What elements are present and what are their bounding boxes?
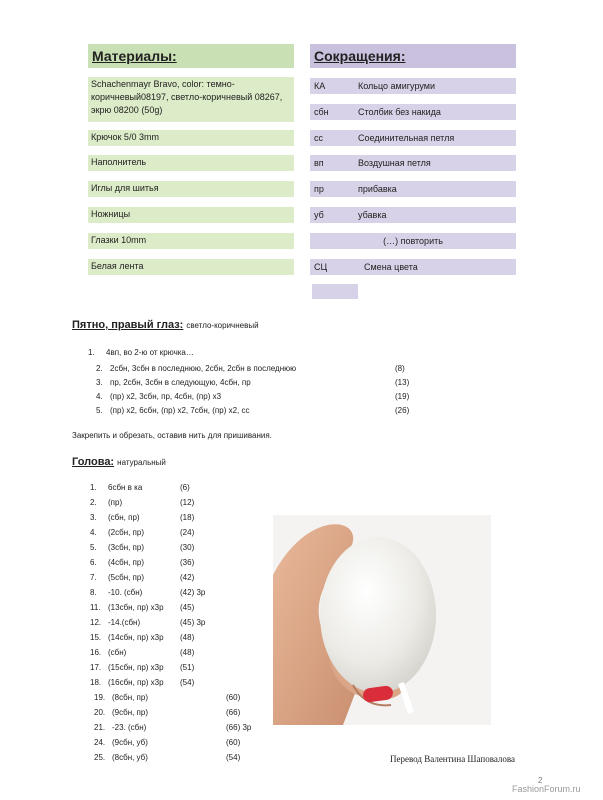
abbr-code: СЦ bbox=[314, 262, 328, 272]
head-row-count: (48) bbox=[180, 648, 195, 657]
abbr-code: вп bbox=[314, 158, 324, 168]
head-row-count: (30) bbox=[180, 543, 195, 552]
abbr-row bbox=[310, 155, 516, 171]
materials-item-hook: Крючок 5/0 3mm bbox=[88, 130, 294, 146]
abbr-code: сс bbox=[314, 133, 323, 143]
head-row-count: (6) bbox=[180, 483, 190, 492]
spot-color: светло-коричневый bbox=[186, 321, 259, 330]
head-row-text: -23. (сбн) bbox=[112, 723, 147, 732]
empty-swatch bbox=[312, 284, 358, 299]
head-row-count: (60) bbox=[226, 693, 241, 702]
head-row-text: (2сбн, пр) bbox=[108, 528, 145, 537]
head-row-text: (8сбн, уб) bbox=[112, 753, 148, 762]
head-row-text: (сбн) bbox=[108, 648, 127, 657]
head-row-num: 19. bbox=[94, 693, 106, 702]
head-row-text: (9сбн, пр) bbox=[112, 708, 149, 717]
head-row-text: (сбн, пр) bbox=[108, 513, 140, 522]
head-row-num: 8. bbox=[90, 588, 97, 597]
spot-row-count: (26) bbox=[395, 406, 410, 415]
head-row-num: 16. bbox=[90, 648, 102, 657]
abbr-row bbox=[310, 259, 516, 275]
head-row-count: (54) bbox=[180, 678, 195, 687]
head-row-count: (42) 3р bbox=[180, 588, 206, 597]
spot-row-text: 4вп, во 2-ю от крючка… bbox=[106, 348, 194, 357]
head-row-count: (45) 3р bbox=[180, 618, 206, 627]
spot-row-text: 2сбн, 3сбн в последнюю, 2сбн, 2сбн в последнюю bbox=[110, 364, 297, 373]
spot-note: Закрепить и обрезать, оставив нить для пришивания. bbox=[72, 431, 272, 440]
spot-row-count: (8) bbox=[395, 364, 405, 373]
head-row-text: (8сбн, пр) bbox=[112, 693, 149, 702]
head-row-text: (4сбн, пр) bbox=[108, 558, 145, 567]
translator-credit: Перевод Валентина Шаповалова bbox=[390, 754, 516, 764]
head-row-text: (3сбн, пр) bbox=[108, 543, 145, 552]
head-row-text: (5сбн, пр) bbox=[108, 573, 145, 582]
head-row-num: 1. bbox=[90, 483, 97, 492]
head-heading bbox=[72, 456, 166, 468]
head-row-count: (66) bbox=[226, 708, 241, 717]
abbr-row bbox=[310, 207, 516, 223]
abbr-code: КА bbox=[314, 81, 326, 91]
materials-item-stuffing: Наполнитель bbox=[88, 155, 294, 171]
head-row-num: 21. bbox=[94, 723, 106, 732]
abbr-desc: Столбик без накида bbox=[358, 107, 441, 117]
amigurumi-photo bbox=[273, 515, 491, 725]
spot-row-count: (13) bbox=[395, 378, 410, 387]
spot-row-num: 4. bbox=[96, 392, 103, 401]
materials-item-yarn: Schachenmayr Bravo, color: темно-коричневый08197, светло-коричневый 08267, экрю 08200 (50g) bbox=[88, 77, 294, 122]
head-row-count: (18) bbox=[180, 513, 195, 522]
abbr-row bbox=[310, 181, 516, 197]
abbr-code: пр bbox=[314, 184, 324, 194]
head-row-num: 12. bbox=[90, 618, 102, 627]
abbreviations-title: Сокращения: bbox=[310, 44, 516, 68]
head-row-count: (12) bbox=[180, 498, 195, 507]
materials-item-scissors: Ножницы bbox=[88, 207, 294, 223]
head-row-num: 2. bbox=[90, 498, 97, 507]
spot-row-num: 5. bbox=[96, 406, 103, 415]
abbr-desc: Соединительная петля bbox=[358, 133, 455, 143]
spot-row-num: 1. bbox=[88, 348, 95, 357]
abbr-code: сбн bbox=[314, 107, 329, 117]
spot-title: Пятно, правый глаз: bbox=[72, 319, 184, 331]
spot-row-text: (пр) х2, 6сбн, (пр) х2, 7сбн, (пр) х2, сс bbox=[110, 406, 250, 415]
materials-item-eyes: Глазки 10mm bbox=[88, 233, 294, 249]
head-row-count: (51) bbox=[180, 663, 195, 672]
abbr-desc: прибавка bbox=[358, 184, 397, 194]
head-row-num: 3. bbox=[90, 513, 97, 522]
materials-title: Материалы: bbox=[88, 44, 294, 68]
head-row-text: (14сбн, пр) х3р bbox=[108, 633, 164, 642]
abbr-row bbox=[310, 78, 516, 94]
head-row-num: 5. bbox=[90, 543, 97, 552]
head-row-count: (66) 3р bbox=[226, 723, 252, 732]
head-row-num: 20. bbox=[94, 708, 106, 717]
head-row-count: (48) bbox=[180, 633, 195, 642]
head-row-text: 6сбн в ка bbox=[108, 483, 143, 492]
head-row-num: 17. bbox=[90, 663, 102, 672]
head-row-num: 25. bbox=[94, 753, 106, 762]
spot-row-count: (19) bbox=[395, 392, 410, 401]
abbr-desc: убавка bbox=[358, 210, 387, 220]
abbr-row bbox=[310, 104, 516, 120]
head-row-num: 6. bbox=[90, 558, 97, 567]
head-row-count: (42) bbox=[180, 573, 195, 582]
head-row-num: 18. bbox=[90, 678, 102, 687]
head-color: натуральный bbox=[117, 458, 166, 467]
abbr-desc: (…) повторить bbox=[383, 236, 443, 246]
head-row-num: 7. bbox=[90, 573, 97, 582]
head-row-count: (24) bbox=[180, 528, 195, 537]
head-row-count: (45) bbox=[180, 603, 195, 612]
materials-item-needles: Иглы для шитья bbox=[88, 181, 294, 197]
abbr-row bbox=[310, 130, 516, 146]
head-row-text: (15сбн, пр) х3р bbox=[108, 663, 164, 672]
head-row-count: (36) bbox=[180, 558, 195, 567]
page-number: 2 bbox=[538, 776, 543, 785]
head-row-text: -10. (сбн) bbox=[108, 588, 143, 597]
abbr-desc: Кольцо амигуруми bbox=[358, 81, 435, 91]
head-title: Голова: bbox=[72, 456, 115, 468]
spot-row-num: 2. bbox=[96, 364, 103, 373]
hand-holding-crochet-egg-image bbox=[273, 515, 491, 725]
spot-row-text: (пр) х2, 3сбн, пр, 4сбн, (пр) х3 bbox=[110, 392, 222, 401]
head-row-text: (9сбн, уб) bbox=[112, 738, 148, 747]
abbr-desc: Смена цвета bbox=[364, 262, 418, 272]
spot-row-num: 3. bbox=[96, 378, 103, 387]
watermark: FashionForum.ru bbox=[512, 784, 581, 794]
materials-item-ribbon: Белая лента bbox=[88, 259, 294, 275]
head-row-count: (60) bbox=[226, 738, 241, 747]
spot-heading bbox=[72, 319, 259, 331]
head-row-num: 24. bbox=[94, 738, 106, 747]
head-row-text: -14.(сбн) bbox=[108, 618, 141, 627]
abbr-row bbox=[310, 233, 516, 249]
head-row-text: (13сбн, пр) х3р bbox=[108, 603, 164, 612]
head-row-num: 4. bbox=[90, 528, 97, 537]
abbr-desc: Воздушная петля bbox=[358, 158, 431, 168]
head-row-count: (54) bbox=[226, 753, 241, 762]
head-row-num: 15. bbox=[90, 633, 102, 642]
head-row-text: (пр) bbox=[108, 498, 123, 507]
head-row-num: 11. bbox=[90, 603, 101, 612]
abbr-code: уб bbox=[314, 210, 324, 220]
head-row-text: (16сбн, пр) х3р bbox=[108, 678, 164, 687]
spot-row-text: пр, 2сбн, 3сбн в следующую, 4сбн, пр bbox=[110, 378, 251, 387]
